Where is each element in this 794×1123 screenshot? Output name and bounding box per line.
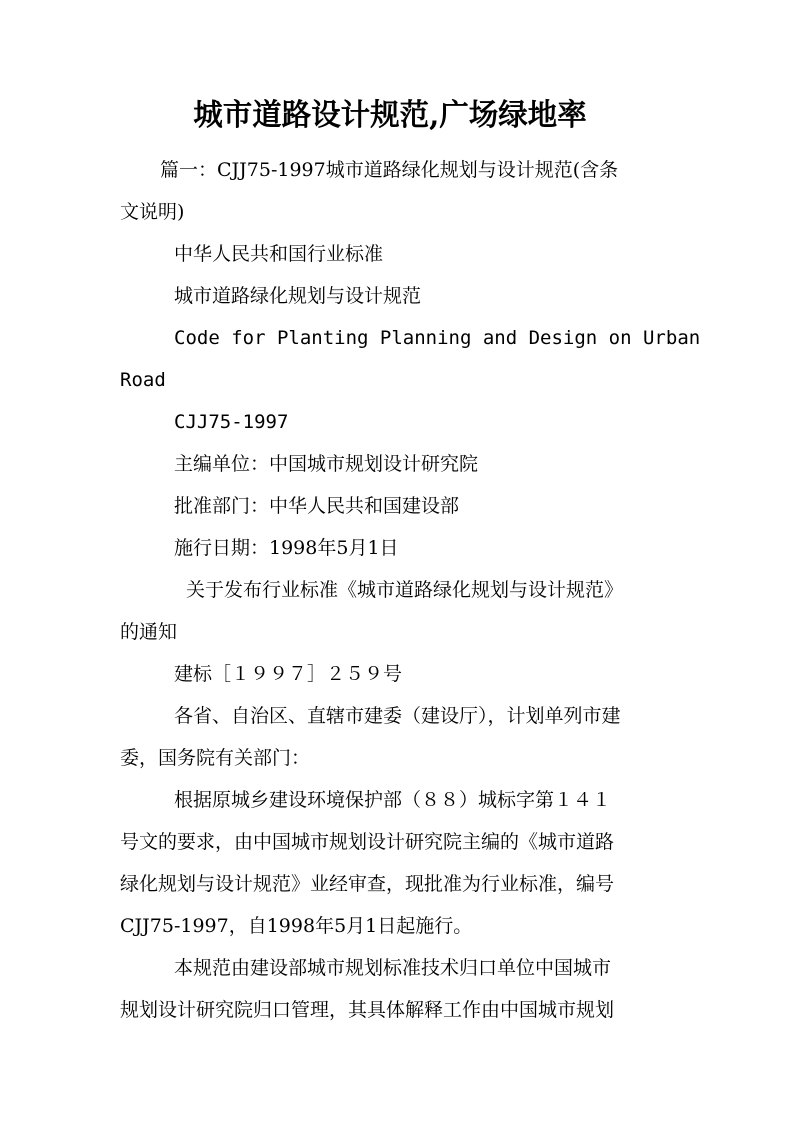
text-line-9: 批准部门：中华人民共和国建设部: [174, 495, 460, 517]
text-line-8: 主编单位：中国城市规划设计研究院: [174, 453, 479, 475]
document-title: 城市道路设计规范,广场绿地率: [193, 98, 587, 133]
text-line-15: 委，国务院有关部门：: [120, 747, 311, 769]
text-line-2: 文说明): [120, 201, 185, 223]
text-line-12: 的通知: [120, 621, 178, 643]
text-line-10: 施行日期：1998年5月1日: [174, 537, 399, 559]
text-line-3: 中华人民共和国行业标准: [174, 243, 384, 265]
text-line-7: CJJ75-1997: [174, 411, 289, 433]
text-line-20: 本规范由建设部城市规划标准技术归口单位中国城市: [174, 957, 612, 979]
text-line-13: 建标［１９９７］２５９号: [174, 663, 403, 685]
text-line-19: CJJ75-1997，自1998年5月1日起施行。: [120, 915, 473, 937]
text-line-14: 各省、自治区、直辖市建委（建设厅），计划单列市建: [174, 705, 621, 727]
text-line-18: 绿化规划与设计规范》业经审查，现批准为行业标准，编号: [120, 873, 615, 895]
text-line-4: 城市道路绿化规划与设计规范: [174, 285, 422, 307]
text-line-16: 根据原城乡建设环境保护部（８８）城标字第１４１: [174, 789, 612, 811]
text-line-11: 关于发布行业标准《城市道路绿化规划与设计规范》: [186, 579, 624, 601]
text-line-17: 号文的要求，由中国城市规划设计研究院主编的《城市道路: [120, 831, 615, 853]
text-line-1: 篇一：CJJ75-1997城市道路绿化规划与设计规范(含条: [160, 159, 619, 181]
text-line-5: Code for Planting Planning and Design on Urban: [174, 327, 701, 349]
text-line-21: 规划设计研究院归口管理，其具体解释工作由中国城市规划: [120, 999, 615, 1021]
text-line-6: Road: [120, 369, 166, 391]
